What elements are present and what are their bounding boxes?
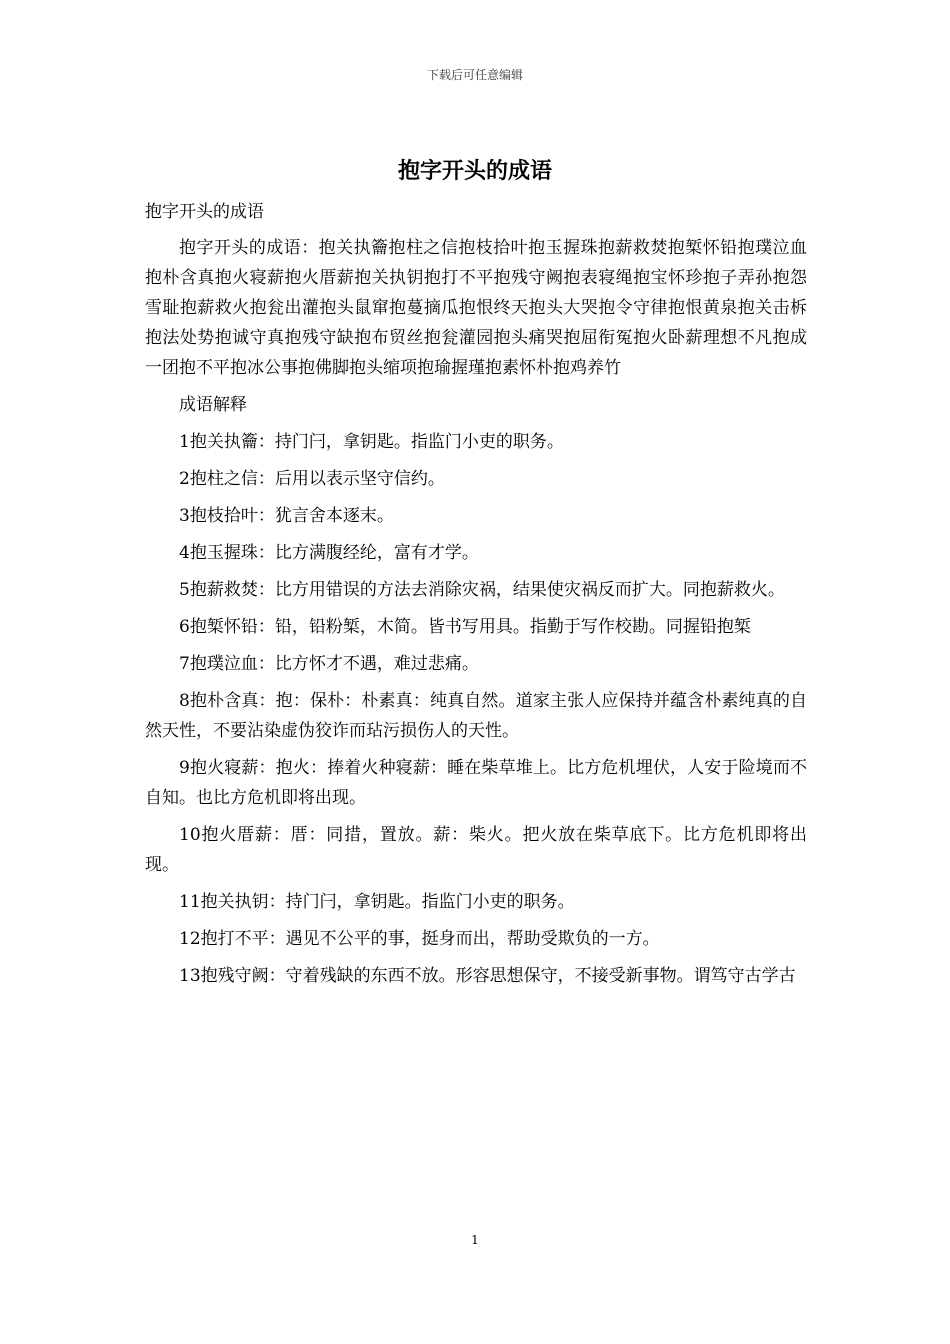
- entry-7: 7抱璞泣血：比方怀才不遇，难过悲痛。: [179, 654, 479, 674]
- document-body: [145, 197, 807, 998]
- entry-1: 1抱关执籥：持门闩，拿钥匙。指监门小吏的职务。: [179, 432, 564, 452]
- intro-paragraph: 抱字开头的成语：抱关执籥抱柱之信抱枝拾叶抱玉握珠抱薪救焚抱椠怀铅抱璞泣血抱朴含真抱火寝薪抱火厝薪抱关执钥抱打不平抱残守阙抱表寝绳抱宝怀珍抱子弄孙抱怨雪耻抱薪救火抱瓮出灌抱头鼠窜抱蔓摘瓜抱恨终天抱头大哭抱令守律抱恨黄泉抱关击柝抱法处势抱诚守真抱残守缺抱布贸丝抱瓮灌园抱头痛哭抱屈衔冤抱火卧薪理想不凡抱成一团抱不平抱冰公事抱佛脚抱头缩项抱瑜握瑾抱素怀朴抱鸡养竹: [145, 238, 807, 378]
- section-heading: 成语解释: [179, 395, 247, 415]
- entry-2: 2抱柱之信：后用以表示坚守信约。: [179, 469, 445, 489]
- document-title: 抱字开头的成语: [397, 159, 552, 184]
- entry-4: 4抱玉握珠：比方满腹经纶，富有才学。: [179, 543, 479, 563]
- entry-12: 12抱打不平：遇见不公平的事，挺身而出，帮助受欺负的一方。: [179, 929, 660, 949]
- entry-13: 13抱残守阙：守着残缺的东西不放。形容思想保守，不接受新事物。谓笃守古学古: [179, 966, 796, 986]
- entry-5: 5抱薪救焚：比方用错误的方法去消除灾祸，结果使灾祸反而扩大。同抱薪救火。: [179, 580, 785, 600]
- entry-10: 10抱火厝薪：厝：同措，置放。薪：柴火。把火放在柴草底下。比方危机即将出现。: [145, 825, 807, 875]
- entry-6: 6抱椠怀铅：铅，铅粉椠，木简。皆书写用具。指勤于写作校勘。同握铅抱椠: [179, 617, 751, 637]
- subtitle: 抱字开头的成语: [145, 202, 264, 222]
- entry-11: 11抱关执钥：持门闩，拿钥匙。指监门小吏的职务。: [179, 892, 575, 912]
- entry-3: 3抱枝拾叶：犹言舍本逐末。: [179, 506, 394, 526]
- page-number: 1: [471, 1233, 479, 1247]
- entry-8: 8抱朴含真：抱：保朴：朴素真：纯真自然。道家主张人应保持并蕴含朴素纯真的自然天性，不要沾染虚伪狡诈而玷污损伤人的天性。: [145, 691, 807, 741]
- page-header: 下载后可任意编辑: [426, 68, 523, 82]
- entry-9: 9抱火寝薪：抱火：捧着火种寝薪：睡在柴草堆上。比方危机埋伏，人安于险境而不自知。也比方危机即将出现。: [145, 758, 807, 808]
